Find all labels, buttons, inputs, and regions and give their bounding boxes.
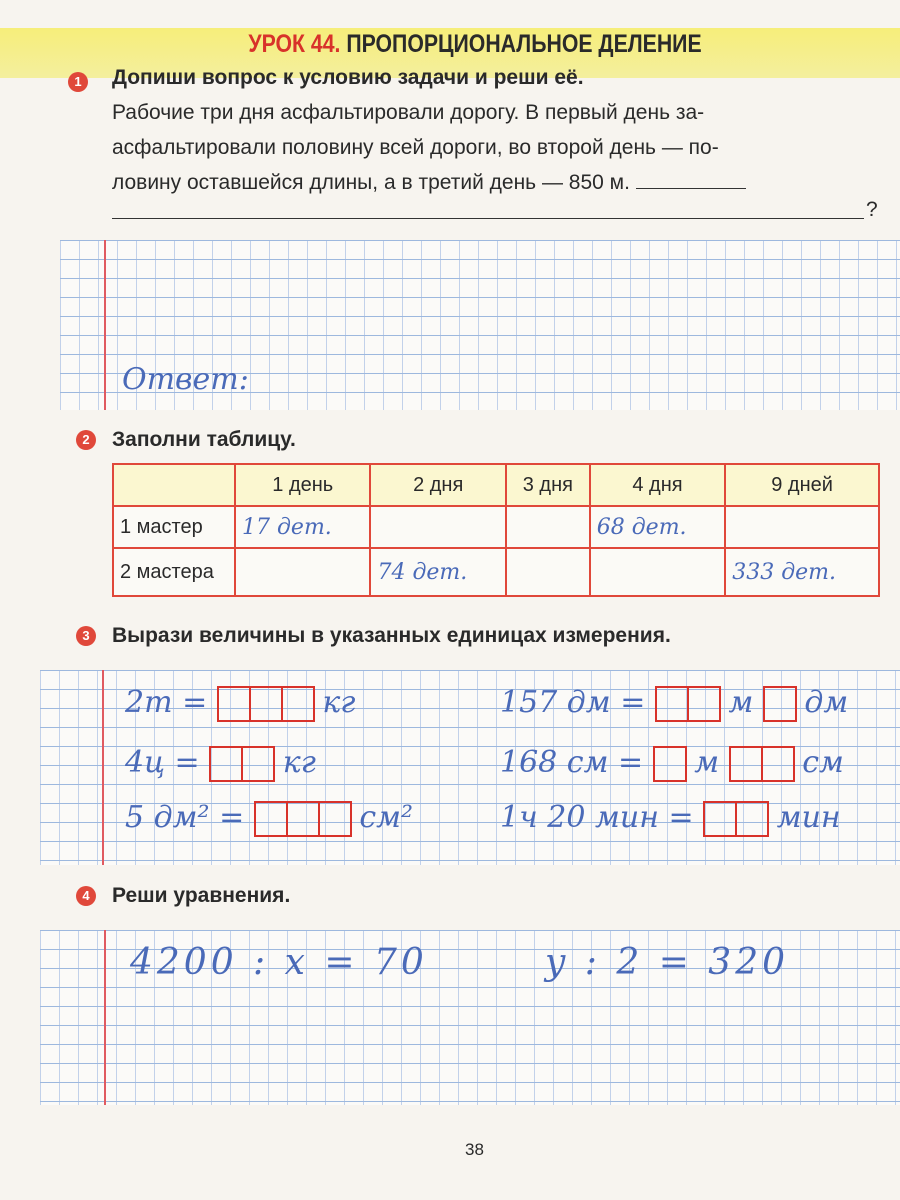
conversion-item [125, 800, 413, 837]
digit-box[interactable] [318, 801, 352, 837]
table-cell[interactable]: 68 дет. [590, 506, 725, 548]
task-number-marker: 1 [68, 72, 88, 92]
digit-box[interactable] [763, 686, 797, 722]
question-line[interactable] [112, 218, 864, 219]
table-cell[interactable]: 74 дет. [370, 548, 505, 596]
conversion-item [500, 745, 844, 782]
text-line: Рабочие три дня асфальтировали дорогу. В первый день за- [112, 101, 705, 124]
conversion-expression: 4ц = [125, 745, 200, 780]
table-cell[interactable]: 333 дет. [725, 548, 879, 596]
table-row [113, 506, 879, 548]
task2-heading: Заполни таблицу. [112, 428, 296, 451]
table-header-cell: 3 дня [506, 464, 590, 506]
row-label: 2 мастера [113, 548, 235, 596]
table-header-cell: 1 день [235, 464, 370, 506]
digit-box[interactable] [241, 746, 275, 782]
digit-box[interactable] [286, 801, 320, 837]
conversion-expression: 2т = [125, 685, 208, 720]
table-cell[interactable] [725, 506, 879, 548]
margin-line [104, 930, 106, 1105]
text-line [112, 165, 882, 200]
text-line: асфальтировали половину всей дороги, во второй день — по- [112, 136, 719, 159]
text-line-content: ловину оставшейся длины, а в третий день — 850 м. [112, 171, 630, 194]
answer-boxes[interactable] [209, 745, 273, 780]
table-cell[interactable] [370, 506, 505, 548]
equation: 4200 : x = 70 [130, 942, 428, 983]
fill-table [112, 463, 880, 597]
digit-box[interactable] [249, 686, 283, 722]
digit-box[interactable] [761, 746, 795, 782]
answer-boxes[interactable] [763, 685, 795, 720]
task3-heading: Вырази величины в указанных единицах измерения. [112, 624, 671, 647]
conversion-item [500, 800, 841, 837]
question-blank[interactable] [636, 188, 746, 189]
table-header-row [113, 464, 879, 506]
digit-box[interactable] [687, 686, 721, 722]
task-number-marker: 2 [76, 430, 96, 450]
table-header-cell: 4 дня [590, 464, 725, 506]
table-header-cell: 9 дней [725, 464, 879, 506]
digit-box[interactable] [735, 801, 769, 837]
table-cell[interactable]: 17 дет. [235, 506, 370, 548]
unit-label: дм [804, 685, 849, 720]
answer-boxes[interactable] [703, 800, 767, 835]
digit-box[interactable] [655, 686, 689, 722]
digit-box[interactable] [217, 686, 251, 722]
task1-text [112, 95, 882, 200]
answer-boxes[interactable] [655, 685, 719, 720]
row-label: 1 мастер [113, 506, 235, 548]
digit-box[interactable] [729, 746, 763, 782]
task1-heading: Допиши вопрос к условию задачи и реши её. [112, 66, 584, 89]
digit-box[interactable] [254, 801, 288, 837]
conversion-item [125, 685, 355, 722]
conversion-expression: 168 см = [500, 745, 644, 780]
task-number-marker: 3 [76, 626, 96, 646]
conversion-item [125, 745, 316, 782]
conversion-expression: 5 дм² = [125, 800, 245, 835]
answer-boxes[interactable] [653, 745, 685, 780]
table-cell[interactable] [590, 548, 725, 596]
table-header-cell [113, 464, 235, 506]
unit-label: см² [359, 800, 414, 835]
conversion-item [500, 685, 848, 722]
task-number-marker: 4 [76, 886, 96, 906]
equation: y : 2 = 320 [545, 942, 790, 983]
digit-box[interactable] [703, 801, 737, 837]
unit-label: кг [322, 685, 356, 720]
table-cell[interactable] [235, 548, 370, 596]
margin-line [102, 670, 104, 865]
answer-boxes[interactable] [217, 685, 313, 720]
table-row [113, 548, 879, 596]
unit-label: мин [776, 800, 841, 835]
unit-label: м [694, 745, 720, 780]
conversion-expression: 1ч 20 мин = [500, 800, 694, 835]
lesson-title: УРОК 44. ПРОПОРЦИОНАЛЬНОЕ ДЕЛЕНИЕ [248, 30, 702, 58]
table-header-cell: 2 дня [370, 464, 505, 506]
digit-box[interactable] [281, 686, 315, 722]
task4-heading: Реши уравнения. [112, 884, 291, 907]
table-cell[interactable] [506, 548, 590, 596]
unit-label: кг [282, 745, 316, 780]
unit-label: см [802, 745, 844, 780]
digit-box[interactable] [653, 746, 687, 782]
digit-box[interactable] [209, 746, 243, 782]
page-number: 38 [465, 1140, 484, 1159]
table-cell[interactable] [506, 506, 590, 548]
conversion-expression: 157 дм = [500, 685, 646, 720]
margin-line [104, 240, 106, 410]
answer-boxes[interactable] [254, 800, 350, 835]
question-mark: ? [866, 198, 878, 221]
answer-label: Ответ: [122, 362, 249, 397]
answer-boxes[interactable] [729, 745, 793, 780]
unit-label: м [728, 685, 754, 720]
